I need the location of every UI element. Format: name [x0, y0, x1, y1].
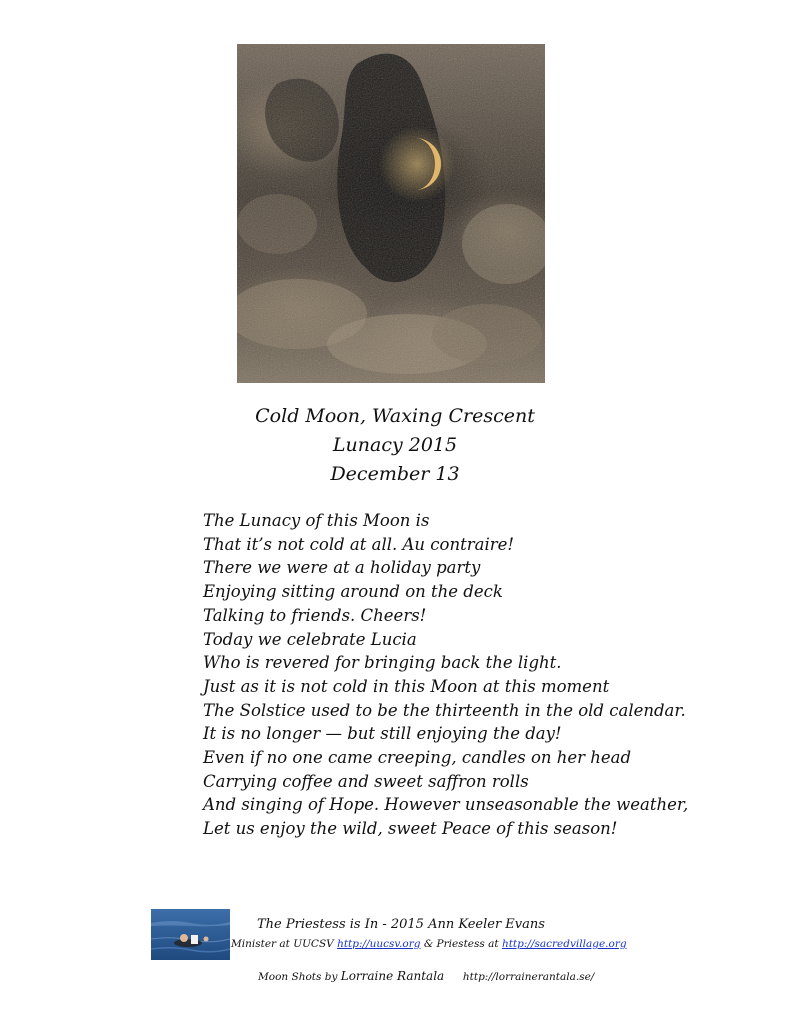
poem-line: That it’s not cold at all. Au contraire! [203, 534, 515, 554]
poem-line: There we were at a holiday party [203, 558, 481, 578]
priestess-photo-art [151, 909, 230, 960]
footer-affiliations [231, 938, 627, 950]
moonshots-label: Moon Shots by [258, 971, 338, 983]
priestess-label: & Priestess at [423, 938, 499, 950]
uucsv-link[interactable]: http://uucsv.org [337, 938, 421, 950]
footer-credits [258, 969, 594, 983]
poem-line: The Solstice used to be the thirteenth in the old calendar. [203, 700, 686, 720]
title-line-1: Cold Moon, Waxing Crescent [255, 405, 535, 427]
poem-line: Even if no one came creeping, candles on her head [203, 748, 632, 768]
title-line-2: Lunacy 2015 [332, 434, 458, 456]
minister-label: Minister at UUCSV [231, 938, 334, 950]
title-line-3: December 13 [330, 463, 460, 485]
poem-line: The Lunacy of this Moon is [203, 511, 430, 530]
poem-line: Carrying coffee and sweet saffron rolls [203, 771, 529, 791]
sacredvillage-link[interactable]: http://sacredvillage.org [501, 938, 627, 950]
poem [203, 509, 763, 841]
poem-line: Just as it is not cold in this Moon at this moment [203, 676, 610, 696]
moon-photo [237, 44, 545, 383]
moon-photo-art [237, 44, 545, 383]
poem-line: Enjoying sitting around on the deck [203, 582, 503, 602]
photographer-name: Lorraine Rantala [340, 969, 445, 983]
poem-line: Today we celebrate Lucia [203, 629, 417, 649]
title-block [150, 402, 640, 489]
footer-title: The Priestess is In - 2015 Ann Keeler Evans [257, 917, 545, 932]
poem-line: And singing of Hope. However unseasonable the weather, [203, 795, 689, 815]
photographer-link: http://lorrainerantala.se/ [462, 971, 595, 983]
priestess-photo [151, 909, 230, 960]
poem-line: Let us enjoy the wild, sweet Peace of this season! [203, 819, 618, 839]
poem-line: It is no longer — but still enjoying the day! [203, 724, 562, 744]
poem-line: Who is revered for bringing back the light. [203, 653, 562, 673]
poem-line: Talking to friends. Cheers! [203, 605, 427, 625]
